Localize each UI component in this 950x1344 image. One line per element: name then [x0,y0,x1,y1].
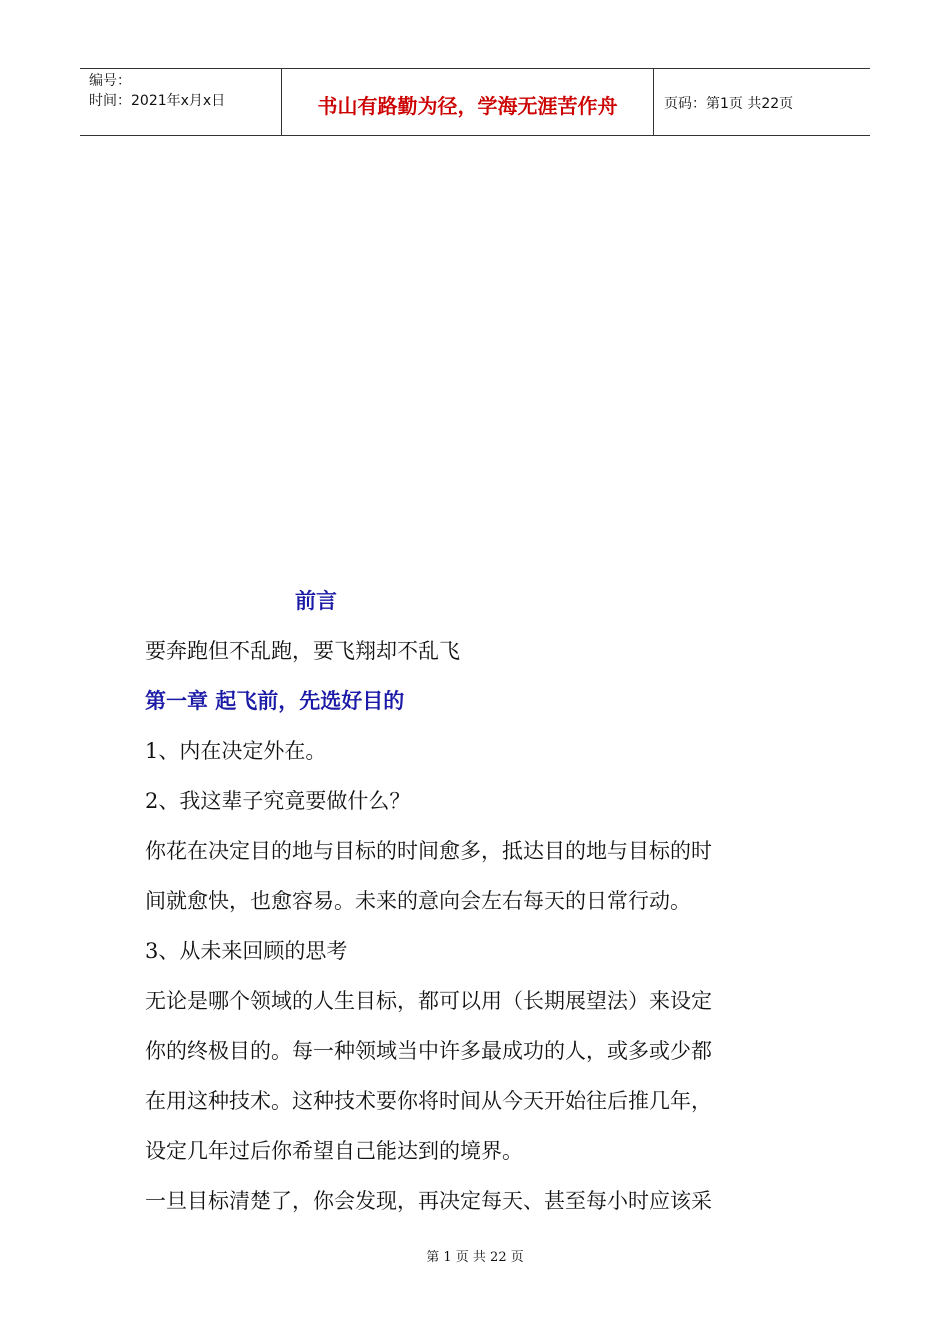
body-line: 设定几年过后你希望自己能达到的境界。 [145,1139,523,1163]
document-date: 时间：2021年x月x日 [89,93,226,109]
page-footer: 第 1 页 共 22 页 [426,1250,524,1265]
body-line: 2、我这辈子究竟要做什么？ [145,789,411,813]
body-line: 你的终极目的。每一种领域当中许多最成功的人，或多或少都 [145,1039,712,1063]
header-motto: 书山有路勤为径，学海无涯苦作舟 [282,69,654,135]
page-header [80,68,870,136]
body-line: 3、从未来回顾的思考 [145,939,348,963]
preface-text: 要奔跑但不乱跑，要飞翔却不乱飞 [145,639,460,663]
body-line: 一旦目标清楚了，你会发现，再决定每天、甚至每小时应该采 [145,1189,712,1213]
body-line: 在用这种技术。这种技术要你将时间从今天开始往后推几年， [145,1089,712,1113]
body-line: 无论是哪个领域的人生目标，都可以用（长期展望法）来设定 [145,989,712,1013]
header-page-info: 页码：第1页 共22页 [664,96,794,112]
chapter-title: 第一章 起飞前，先选好目的 [145,688,405,713]
document-number: 编号： [89,73,131,89]
body-line: 1、内在决定外在。 [145,739,327,763]
header-meta [80,69,282,135]
body-line: 间就愈快，也愈容易。未来的意向会左右每天的日常行动。 [145,889,691,913]
document-body [145,576,825,1226]
body-line: 你花在决定目的地与目标的时间愈多，抵达目的地与目标的时 [145,839,712,863]
preface-title: 前言 [295,588,337,613]
